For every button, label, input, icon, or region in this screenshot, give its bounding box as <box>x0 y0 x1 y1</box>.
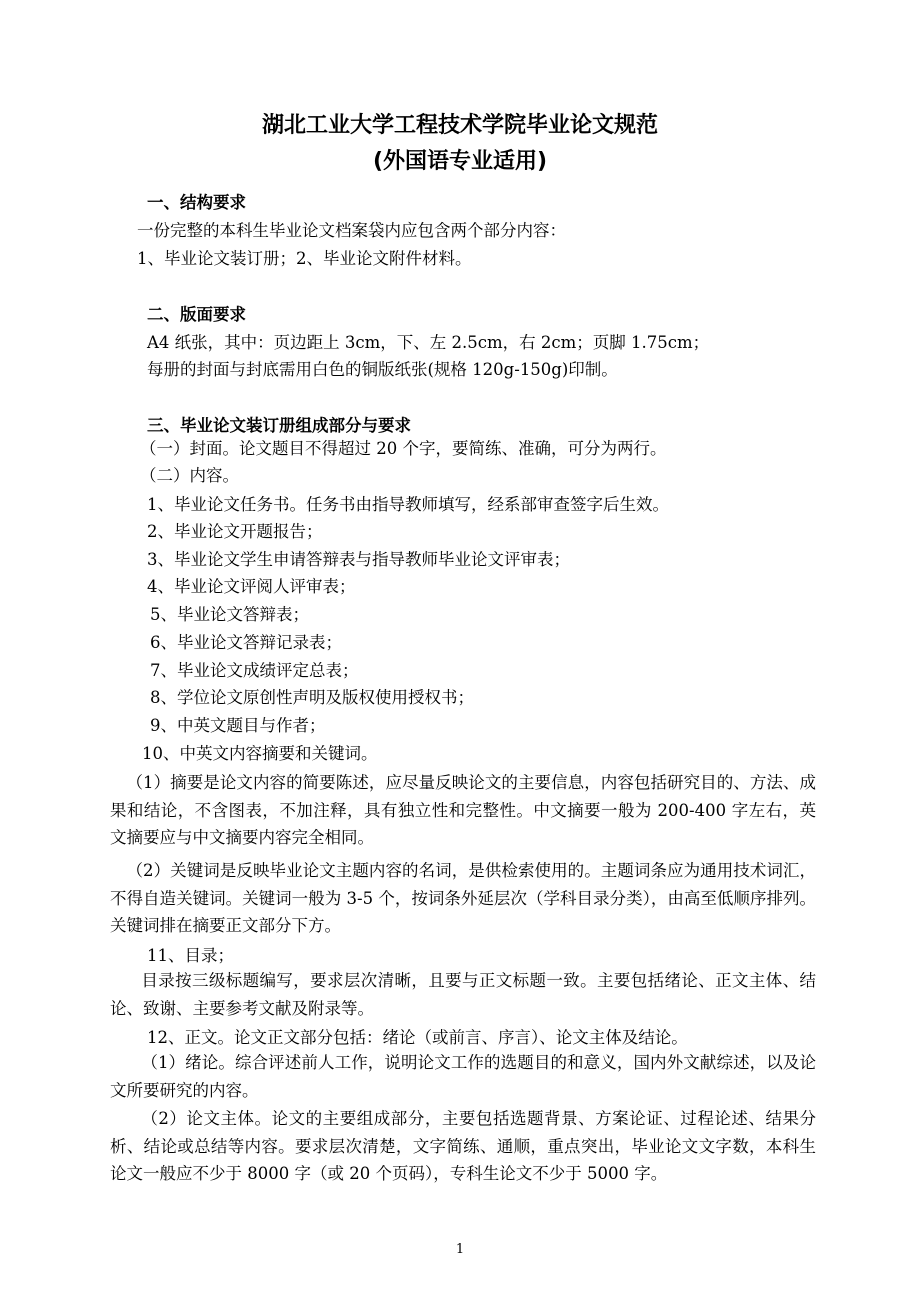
list-item: 7、毕业论文成绩评定总表； <box>150 661 359 680</box>
abstract-paragraph: （1）摘要是论文内容的简要陈述，应尽量反映论文的主要信息，内容包括研究目的、方法、成果和结论，不含图表，不加注释，具有独立性和完整性。中文摘要一般为 200-400 字左右，英文摘要应与中文摘要内容完全相同。 <box>110 773 816 847</box>
list-item: 2、毕业论文开题报告； <box>147 522 323 541</box>
main-body-paragraph: （2）论文主体。论文的主要组成部分，主要包括选题背景、方案论证、过程论述、结果分析、结论或总结等内容。要求层次清楚，文字简练、通顺，重点突出，毕业论文文字数，本科生论文一般应不少于 8000 字（或 20 个页码），专科生论文不少于 5000 字。 <box>110 1109 816 1183</box>
section-2-line-2: 每册的封面与封底需用白色的铜版纸张(规格 120g-150g)印制。 <box>147 360 618 379</box>
page-number: 1 <box>455 1242 465 1257</box>
list-item: 8、学位论文原创性声明及版权使用授权书； <box>150 688 474 707</box>
section-1-line-1: 一份完整的本科生毕业论文档案袋内应包含两个部分内容： <box>137 221 566 240</box>
list-item: 1、毕业论文任务书。任务书由指导教师填写，经系部审查签字后生效。 <box>147 495 669 514</box>
list-item: 4、毕业论文评阅人评审表； <box>147 577 356 596</box>
cover-item: （一）封面。论文题目不得超过 20 个字，要简练、准确，可分为两行。 <box>140 439 667 458</box>
toc-paragraph: 目录按三级标题编写，要求层次清晰，且要与正文标题一致。主要包括绪论、正文主体、结论、致谢、主要参考文献及附录等。 <box>110 971 816 1018</box>
list-item: 6、毕业论文答辩记录表； <box>150 633 342 652</box>
keywords-paragraph: （2）关键词是反映毕业论文主题内容的名词，是供检索使用的。主题词条应为通用技术词汇，不得自造关键词。关键词一般为 3-5 个，按词条外延层次（学科目录分类），由高至低顺序排列。关键词排在摘要正文部分下方。 <box>110 861 816 935</box>
section-2-line-1: A4 纸张，其中：页边距上 3cm，下、左 2.5cm，右 2cm；页脚 1.75cm； <box>147 333 710 352</box>
content-item: （二）内容。 <box>140 466 239 485</box>
intro-paragraph: （1）绪论。综合评述前人工作，说明论文工作的选题目的和意义，国内外文献综述，以及论文所要研究的内容。 <box>110 1053 816 1100</box>
section-2-heading: 二、版面要求 <box>147 305 246 324</box>
list-item: 10、中英文内容摘要和关键词。 <box>142 744 378 763</box>
section-1-heading: 一、结构要求 <box>147 193 246 212</box>
document-title: 湖北工业大学工程技术学院毕业论文规范 <box>261 113 658 138</box>
body-label: 12、正文。论文正文部分包括：绪论（或前言、序言）、论文主体及结论。 <box>147 1028 688 1047</box>
list-item: 3、毕业论文学生申请答辩表与指导教师毕业论文评审表； <box>147 550 570 569</box>
section-1-line-2: 1、毕业论文装订册；2、毕业论文附件材料。 <box>137 249 472 268</box>
section-3-heading: 三、毕业论文装订册组成部分与要求 <box>147 416 411 435</box>
document-subtitle: (外国语专业适用) <box>372 149 548 174</box>
list-item: 9、中英文题目与作者； <box>150 716 326 735</box>
list-item: 5、毕业论文答辩表； <box>150 605 309 624</box>
toc-label: 11、目录； <box>147 946 234 965</box>
